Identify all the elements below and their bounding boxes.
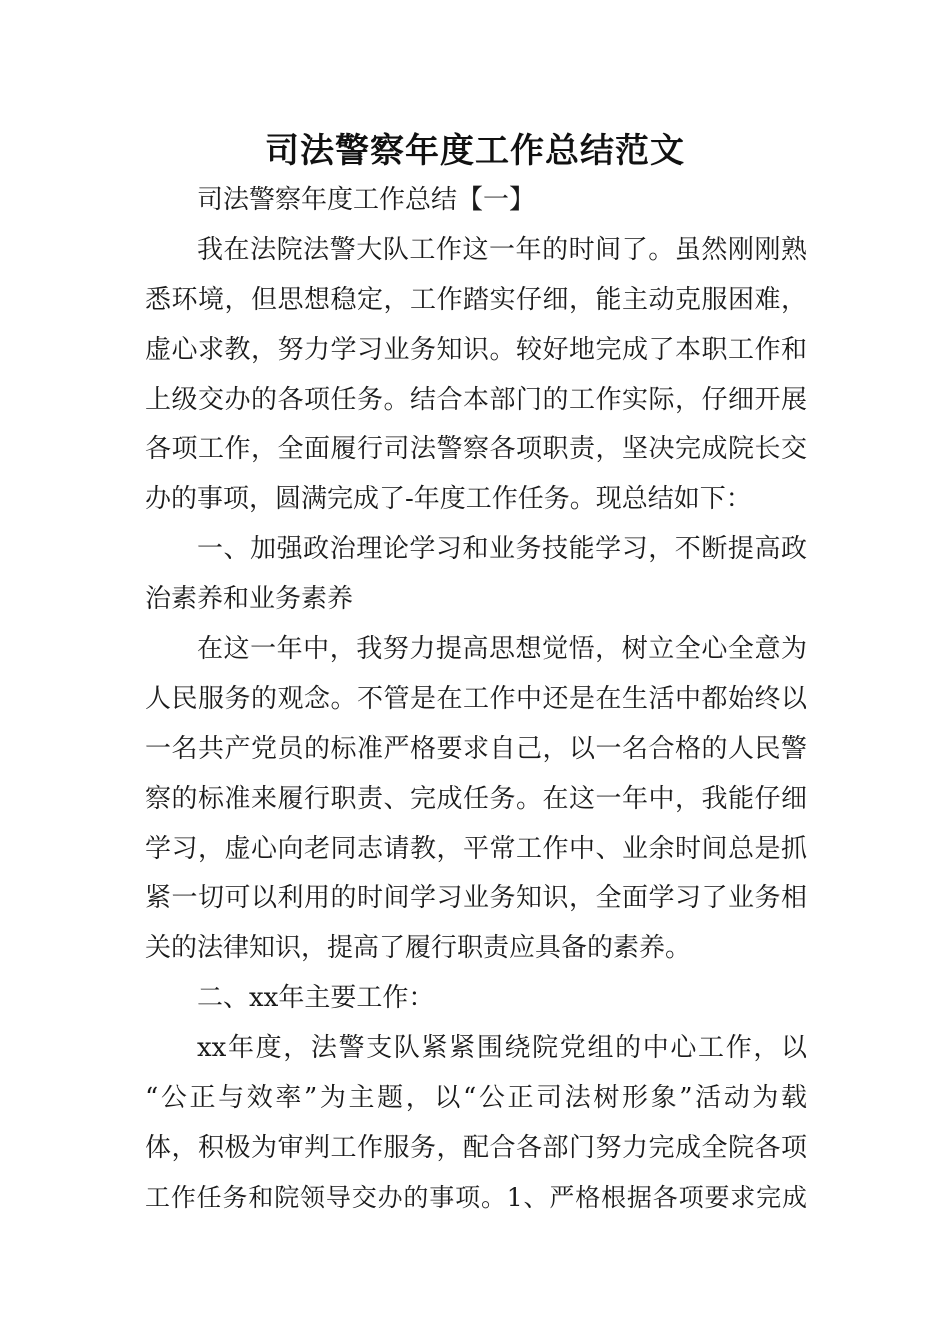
paragraph-line: 在这一年中，我努力提高思想觉悟，树立全心全意为 [197, 634, 807, 664]
paragraph-line: 悉环境，但思想稳定，工作踏实仔细，能主动克服困难， [145, 285, 807, 315]
paragraph-line: “公正与效率”为主题，以“公正司法树形象”活动为载 [145, 1083, 807, 1113]
paragraph-line: 人民服务的观念。不管是在工作中还是在生活中都始终以 [145, 684, 807, 714]
subheading-line: 二、xx年主要工作： [197, 983, 435, 1013]
paragraph-line: 工作任务和院领导交办的事项。1、严格根据各项要求完成 [145, 1183, 807, 1212]
paragraph-line: 虚心求教，努力学习业务知识。较好地完成了本职工作和 [145, 335, 807, 365]
paragraph-line: 关的法律知识，提高了履行职责应具备的素养。 [145, 933, 692, 963]
section-heading: 司法警察年度工作总结【一】 [197, 185, 536, 215]
paragraph-line: 办的事项，圆满完成了-年度工作任务。现总结如下： [145, 484, 752, 514]
paragraph-line: xx年度，法警支队紧紧围绕院党组的中心工作，以 [197, 1033, 807, 1063]
paragraph-line: 紧一切可以利用的时间学习业务知识，全面学习了业务相 [145, 883, 807, 913]
paragraph-line: 察的标准来履行职责、完成任务。在这一年中，我能仔细 [145, 784, 807, 814]
paragraph-line: 体，积极为审判工作服务，配合各部门努力完成全院各项 [145, 1133, 807, 1163]
paragraph-line: 一名共产党员的标准严格要求自己，以一名合格的人民警 [145, 734, 807, 764]
subheading-line: 治素养和业务素养 [145, 584, 354, 614]
paragraph-line: 上级交办的各项任务。结合本部门的工作实际，仔细开展 [145, 385, 807, 415]
subheading-line: 一、加强政治理论学习和业务技能学习，不断提高政 [197, 534, 807, 564]
paragraph-line: 我在法院法警大队工作这一年的时间了。虽然刚刚熟 [197, 235, 807, 265]
paragraph-line: 各项工作，全面履行司法警察各项职责，坚决完成院长交 [145, 434, 807, 464]
paragraph-line: 学习，虚心向老同志请教，平常工作中、业余时间总是抓 [145, 834, 807, 864]
document-title: 司法警察年度工作总结范文 [265, 131, 685, 171]
